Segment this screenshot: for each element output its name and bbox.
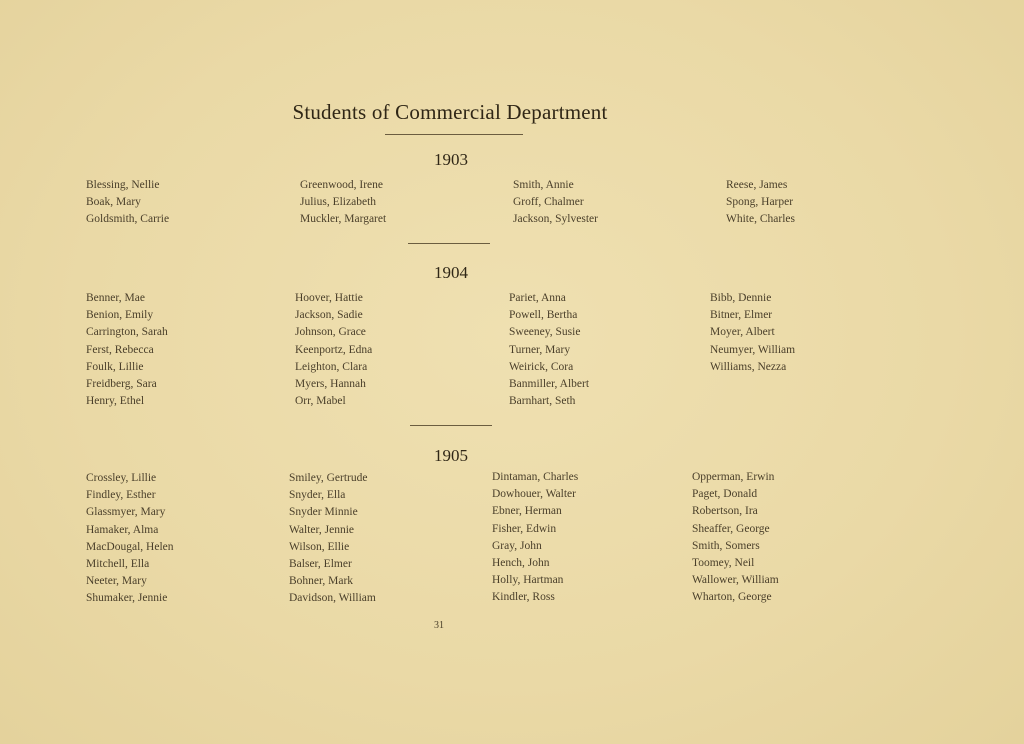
student-name: Banmiller, Albert	[509, 378, 590, 391]
student-name: Glassmyer, Mary	[86, 506, 166, 519]
names-column	[513, 177, 598, 229]
student-name: Bibb, Dennie	[710, 292, 772, 304]
section-divider	[410, 425, 492, 426]
section-divider	[408, 243, 490, 244]
names-column	[289, 470, 376, 608]
student-name: Barnhart, Seth	[509, 395, 576, 408]
student-name: Williams, Nezza	[710, 360, 787, 373]
names-column	[300, 177, 386, 229]
student-name: Carrington, Sarah	[86, 326, 168, 339]
names-column	[295, 290, 372, 410]
student-name: Orr, Mabel	[295, 395, 346, 408]
student-name: Neeter, Mary	[86, 575, 147, 588]
student-name: Groff, Chalmer	[513, 196, 584, 209]
student-name: MacDougal, Helen	[86, 540, 174, 553]
student-name: Walter, Jennie	[289, 523, 355, 536]
student-name: Davidson, William	[289, 592, 376, 605]
student-name: Benion, Emily	[86, 309, 154, 322]
student-name: Powell, Bertha	[509, 309, 578, 322]
student-name: Wallower, William	[692, 574, 779, 587]
student-name: Boak, Mary	[86, 196, 141, 209]
student-name: Wilson, Ellie	[289, 540, 350, 553]
student-name: Johnson, Grace	[295, 326, 366, 339]
student-name: Crossley, Lillie	[86, 472, 157, 484]
student-name: Smith, Somers	[692, 539, 760, 552]
student-name: Turner, Mary	[509, 343, 571, 356]
student-name: Blessing, Nellie	[86, 179, 160, 191]
names-column	[726, 177, 795, 229]
student-name: Ebner, Herman	[492, 505, 562, 518]
student-name: Jackson, Sylvester	[513, 213, 598, 226]
student-name: Snyder, Ella	[289, 489, 346, 502]
student-name: Fisher, Edwin	[492, 522, 557, 535]
student-name: Findley, Esther	[86, 489, 156, 502]
year-heading-1904: 1904	[434, 263, 468, 282]
student-name: Mitchell, Ella	[86, 558, 150, 571]
student-name: Toomey, Neil	[692, 557, 755, 570]
student-name: Jackson, Sadie	[295, 309, 363, 322]
student-name: Shumaker, Jennie	[86, 592, 168, 605]
page-title: Students of Commercial Department	[292, 100, 608, 124]
student-name: Holly, Hartman	[492, 574, 564, 587]
student-name: Freidberg, Sara	[86, 378, 157, 391]
names-column	[492, 469, 578, 607]
student-name: Moyer, Albert	[710, 326, 775, 339]
student-name: Gray, John	[492, 539, 542, 552]
student-name: Reese, James	[726, 179, 788, 191]
student-name: Henry, Ethel	[86, 395, 145, 408]
student-name: Weirick, Cora	[509, 360, 574, 373]
names-column	[710, 290, 795, 376]
student-name: Benner, Mae	[86, 292, 145, 304]
student-name: Pariet, Anna	[509, 292, 566, 304]
names-column	[509, 290, 589, 410]
student-name: Greenwood, Irene	[300, 179, 384, 191]
student-name: Dowhouer, Walter	[492, 488, 576, 501]
names-column	[86, 290, 168, 410]
student-name: Hoover, Hattie	[295, 292, 363, 304]
student-name: Leighton, Clara	[295, 360, 368, 373]
student-name: Opperman, Erwin	[692, 471, 775, 483]
student-name: Robertson, Ira	[692, 505, 758, 518]
student-name: Myers, Hannah	[295, 378, 366, 391]
year-heading-1903: 1903	[434, 150, 468, 169]
student-name: Wharton, George	[692, 591, 772, 604]
student-name: Kindler, Ross	[492, 591, 555, 604]
student-name: Sweeney, Susie	[509, 326, 581, 339]
year-heading-1905: 1905	[434, 446, 468, 465]
student-name: Smith, Annie	[513, 179, 574, 191]
student-name: Julius, Elizabeth	[300, 196, 377, 209]
student-name: Spong, Harper	[726, 196, 794, 209]
student-name: Foulk, Lillie	[86, 360, 144, 373]
student-name: Dintaman, Charles	[492, 471, 579, 483]
student-name: Bitner, Elmer	[710, 309, 773, 322]
student-name: Hench, John	[492, 557, 550, 570]
student-name: Snyder Minnie	[289, 506, 358, 519]
student-name: Hamaker, Alma	[86, 523, 159, 536]
student-name: Neumyer, William	[710, 343, 796, 356]
student-name: Smiley, Gertrude	[289, 472, 368, 484]
student-name: Balser, Elmer	[289, 558, 352, 571]
student-name: Paget, Donald	[692, 488, 758, 501]
page-number: 31	[434, 620, 444, 631]
names-column	[86, 470, 174, 608]
student-name: Goldsmith, Carrie	[86, 213, 170, 226]
names-column	[86, 177, 169, 229]
student-name: Ferst, Rebecca	[86, 343, 154, 356]
student-name: Bohner, Mark	[289, 575, 354, 588]
student-name: White, Charles	[726, 213, 795, 226]
student-name: Keenportz, Edna	[295, 343, 373, 356]
student-name: Sheaffer, George	[692, 522, 770, 535]
student-name: Muckler, Margaret	[300, 213, 387, 226]
names-column	[692, 469, 779, 607]
title-rule	[385, 134, 523, 135]
